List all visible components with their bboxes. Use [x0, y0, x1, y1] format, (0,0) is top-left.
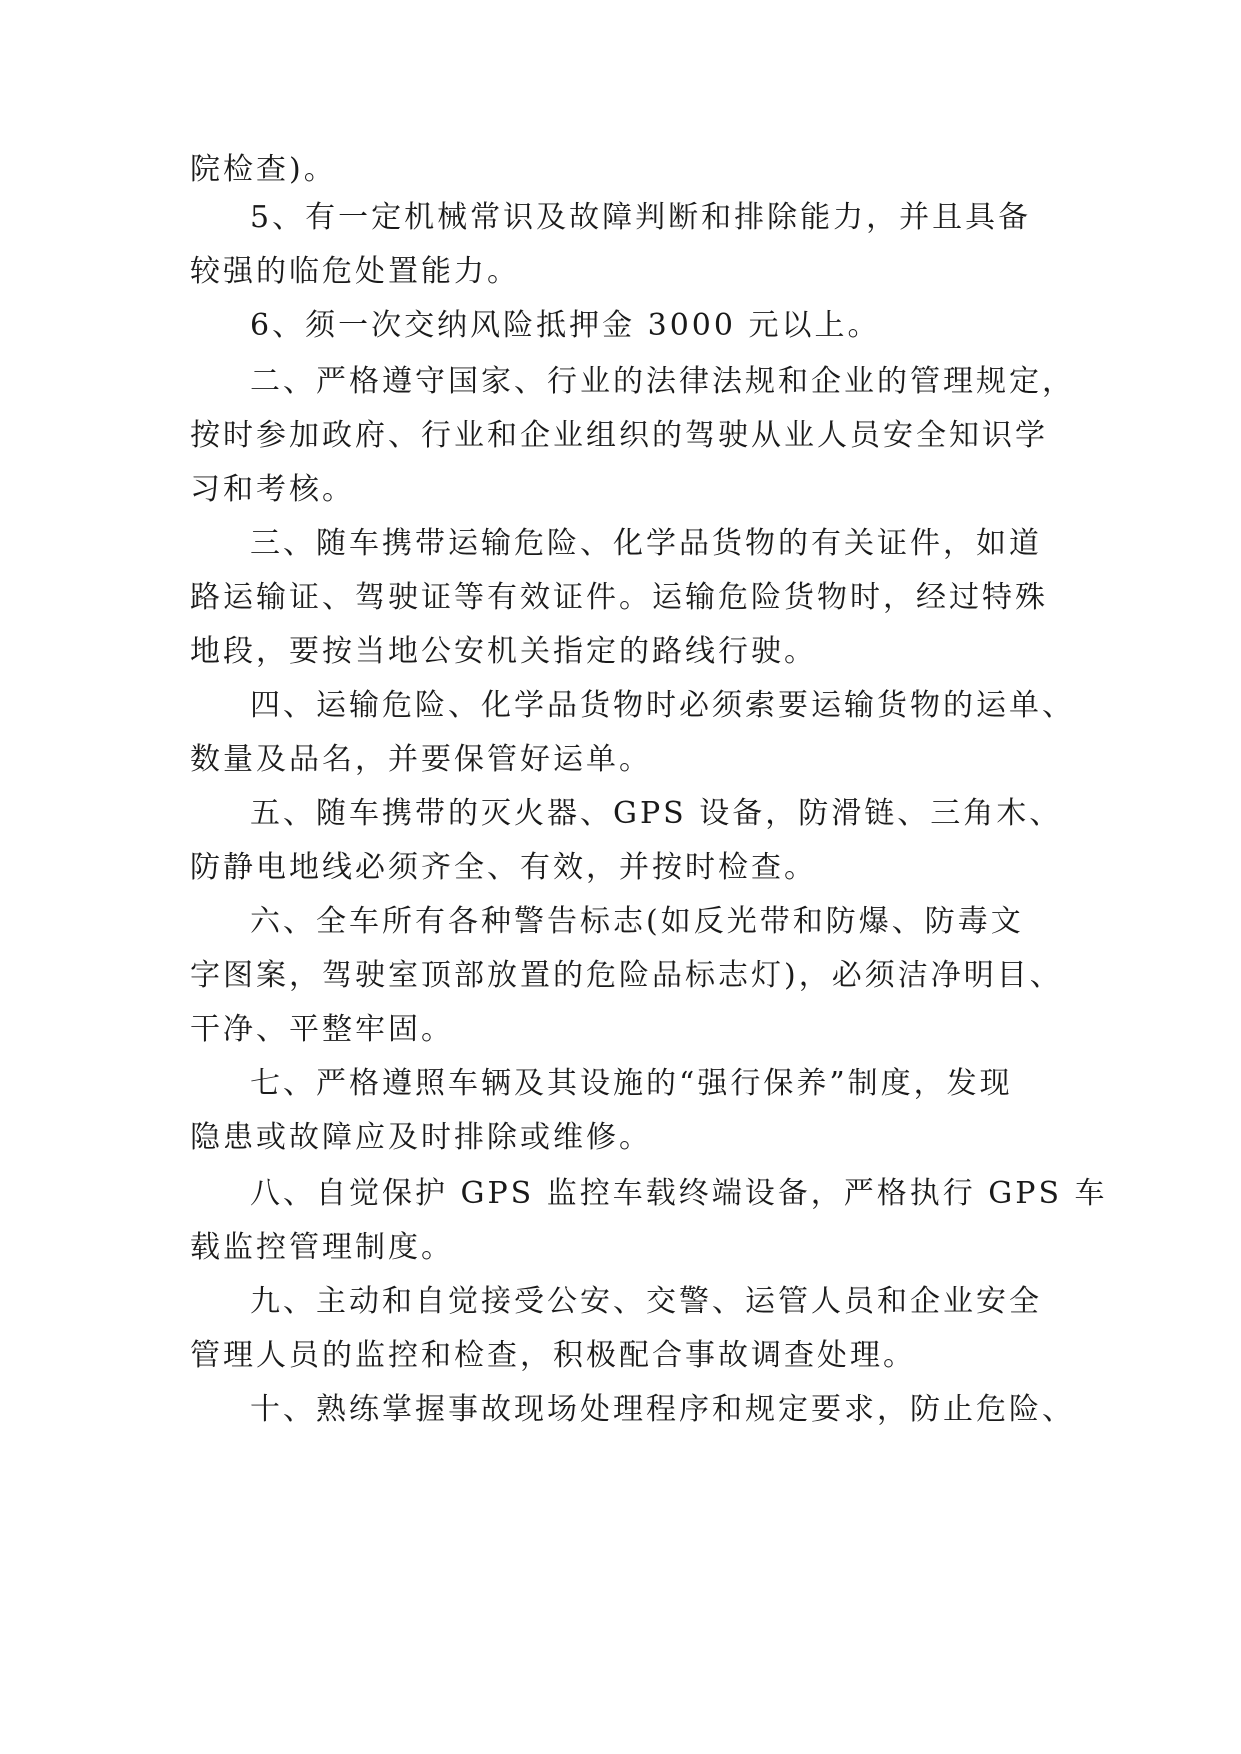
text-line: 院检查)。 [190, 152, 337, 187]
section-6-line-2: 字图案，驾驶室顶部放置的危险品标志灯)，必须洁净明目、 [190, 958, 1063, 993]
section-6-line-3: 干净、平整牢固。 [190, 1012, 454, 1047]
section-8-line-2: 载监控管理制度。 [190, 1230, 454, 1265]
section-3-line-3: 地段，要按当地公安机关指定的路线行驶。 [190, 634, 817, 669]
section-3-line-2: 路运输证、驾驶证等有效证件。运输危险货物时，经过特殊 [190, 580, 1048, 615]
section-2-line-3: 习和考核。 [190, 472, 355, 507]
item-5-line-2: 较强的临危处置能力。 [190, 254, 520, 289]
section-2-line-1: 二、严格遵守国家、行业的法律法规和企业的管理规定， [250, 364, 1075, 399]
section-7-line-2: 隐患或故障应及时排除或维修。 [190, 1120, 652, 1155]
section-4-line-1: 四、运输危险、化学品货物时必须索要运输货物的运单、 [250, 688, 1075, 723]
section-7-line-1: 七、严格遵照车辆及其设施的“强行保养”制度，发现 [250, 1066, 1013, 1101]
section-2-line-2: 按时参加政府、行业和企业组织的驾驶从业人员安全知识学 [190, 418, 1048, 453]
item-5-line-1: 5、有一定机械常识及故障判断和排除能力，并且具备 [250, 200, 1032, 235]
section-10-line-1: 十、熟练掌握事故现场处理程序和规定要求，防止危险、 [250, 1392, 1075, 1427]
section-9-line-2: 管理人员的监控和检查，积极配合事故调查处理。 [190, 1338, 916, 1373]
item-6-line-1: 6、须一次交纳风险抵押金 3000 元以上。 [250, 308, 881, 343]
section-9-line-1: 九、主动和自觉接受公安、交警、运管人员和企业安全 [250, 1284, 1042, 1319]
section-5-line-2: 防静电地线必须齐全、有效，并按时检查。 [190, 850, 817, 885]
section-3-line-1: 三、随车携带运输危险、化学品货物的有关证件，如道 [250, 526, 1042, 561]
section-6-line-1: 六、全车所有各种警告标志(如反光带和防爆、防毒文 [250, 904, 1024, 939]
section-5-line-1: 五、随车携带的灭火器、GPS 设备，防滑链、三角木、 [250, 796, 1063, 831]
section-4-line-2: 数量及品名，并要保管好运单。 [190, 742, 652, 777]
section-8-line-1: 八、自觉保护 GPS 监控车载终端设备，严格执行 GPS 车 [250, 1176, 1108, 1211]
